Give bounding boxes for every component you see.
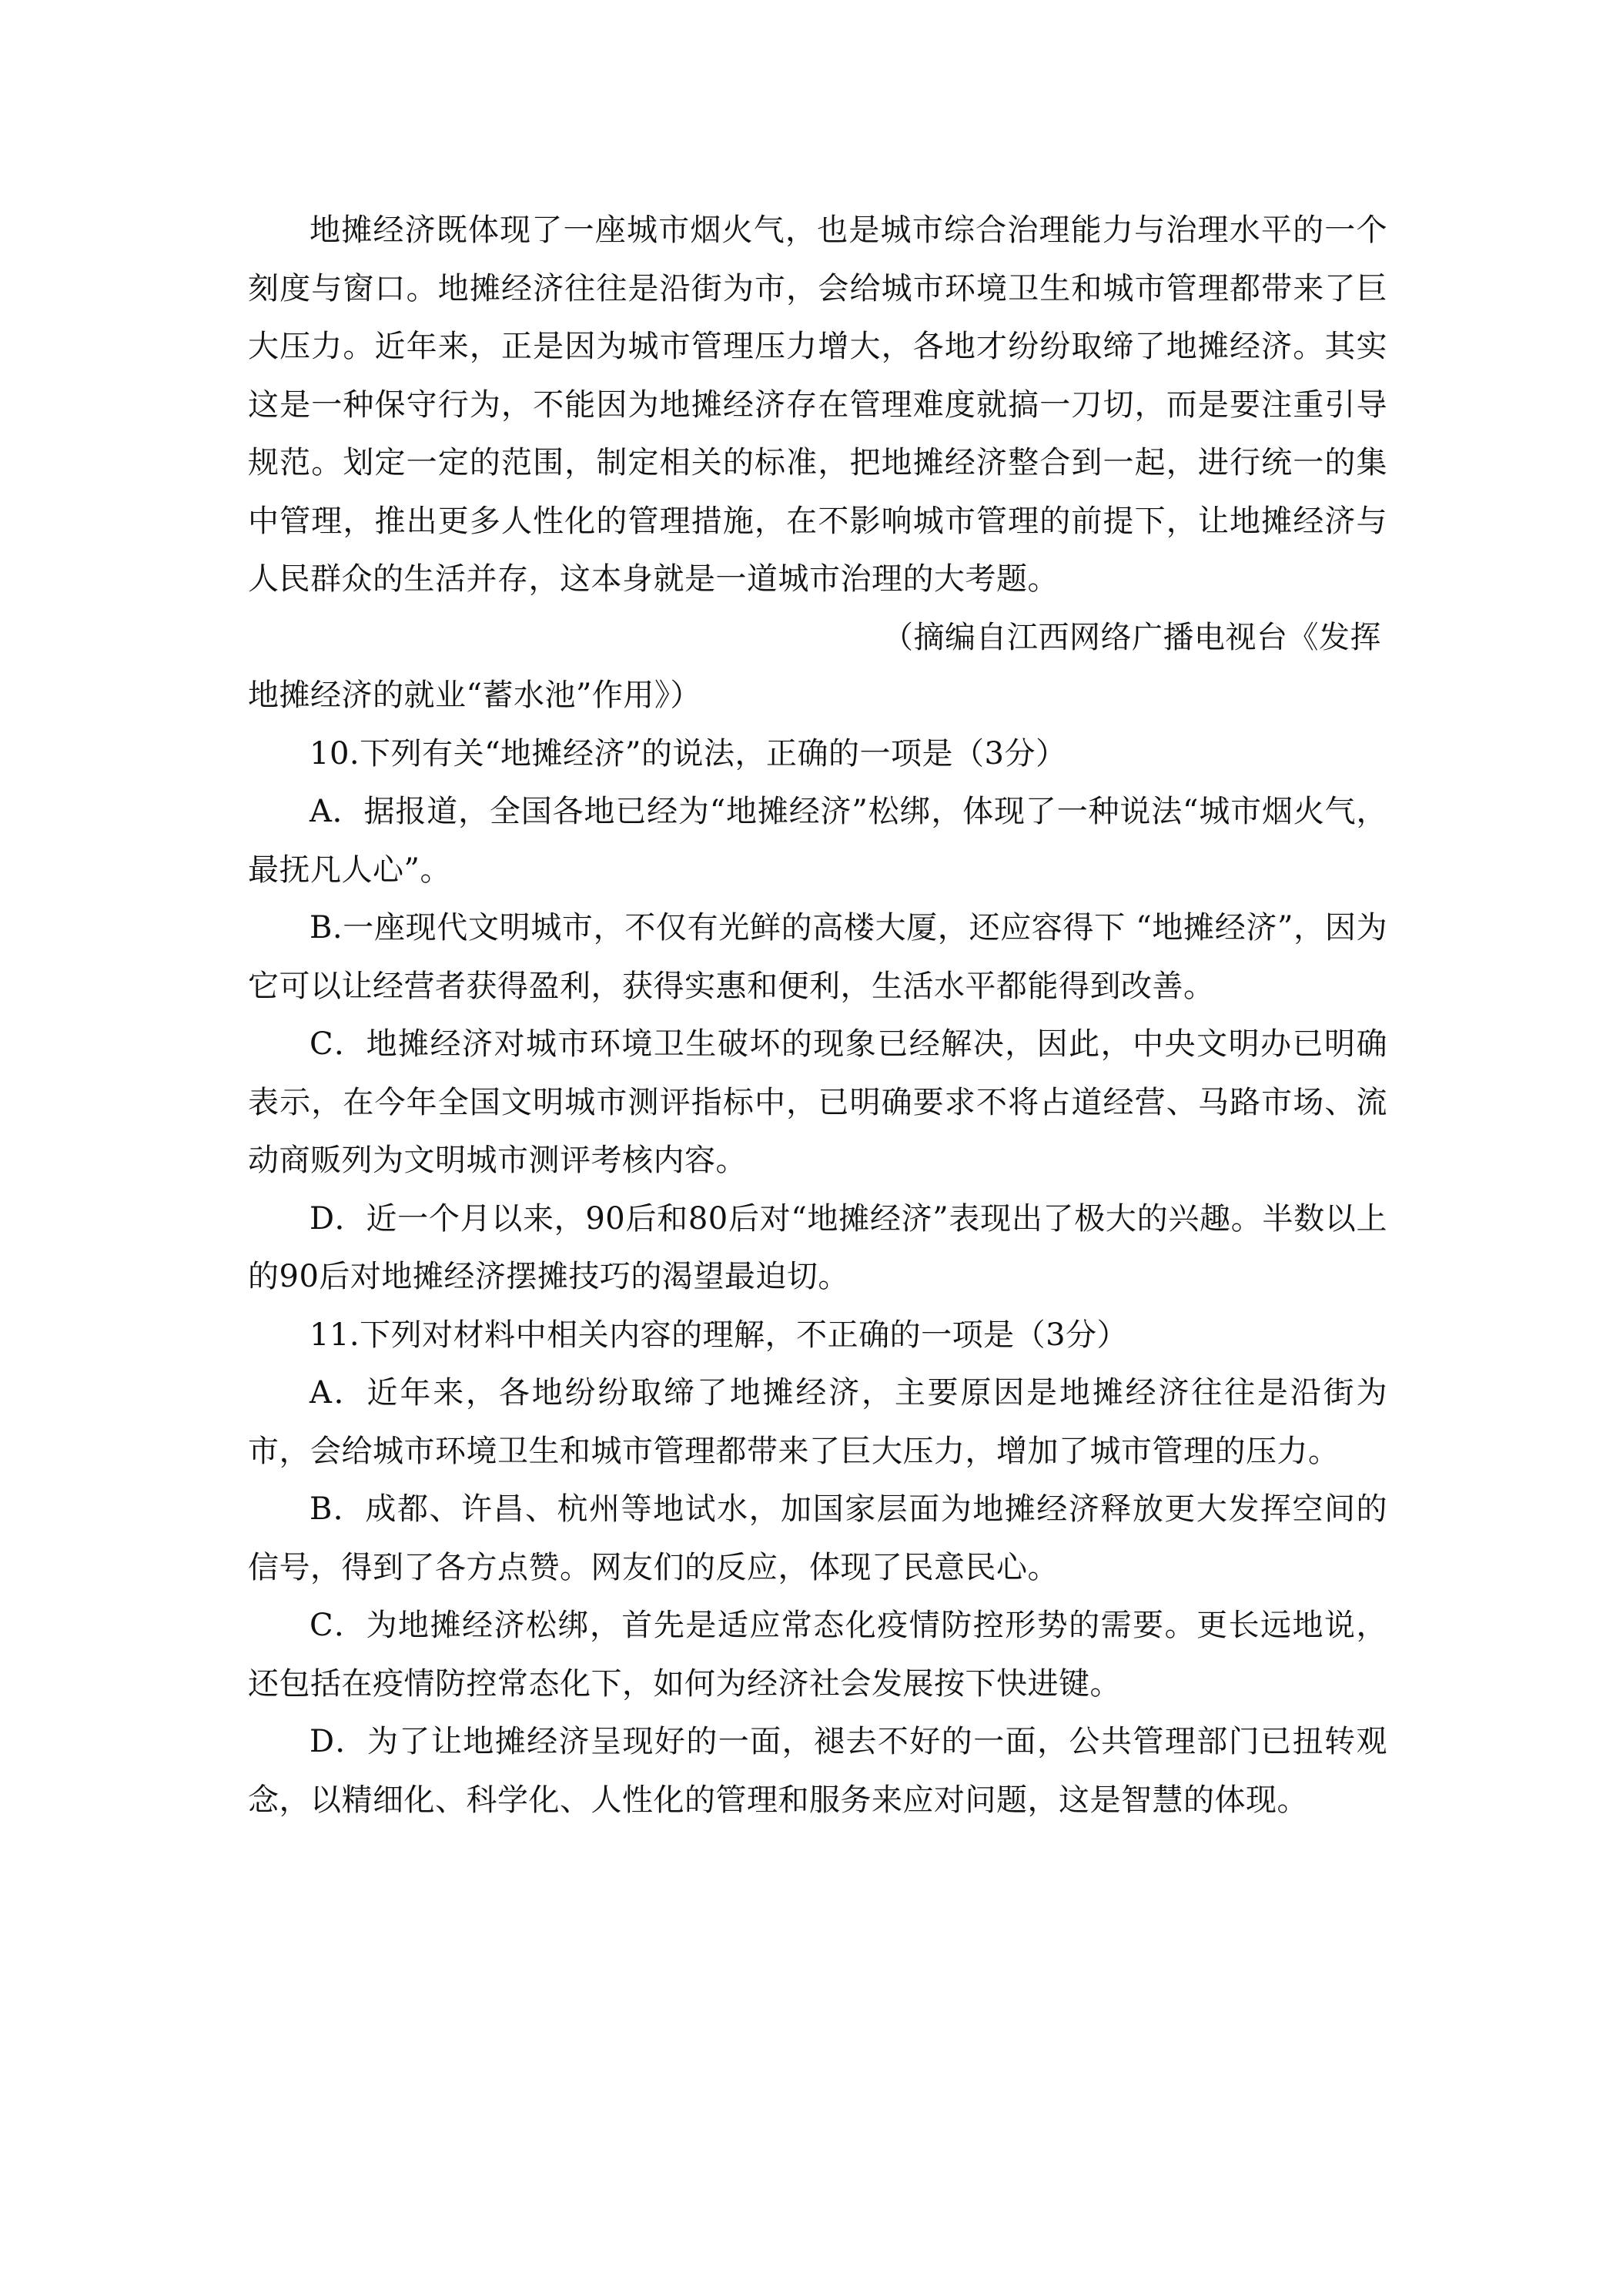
question-option-d: D．近一个月以来，90后和80后对“地摊经济”表现出了极大的兴趣。半数以上的90后对地摊经济摆摊技巧的渴望最迫切。 bbox=[248, 1200, 1387, 1294]
question-option-d: D．为了让地摊经济呈现好的一面，褪去不好的一面，公共管理部门已扭转观念，以精细化、科学化、人性化的管理和服务来应对问题，这是智慧的体现。 bbox=[248, 1724, 1387, 1818]
question-option-a: A．近年来，各地纷纷取缔了地摊经济，主要原因是地摊经济往往是沿街为市，会给城市环境卫生和城市管理都带来了巨大压力，增加了城市管理的压力。 bbox=[248, 1375, 1387, 1469]
document-page bbox=[248, 202, 1387, 1829]
question-option-b: B.一座现代文明城市，不仅有光鲜的高楼大厦，还应容得下 “地摊经济”，因为它可以让经营者获得盈利，获得实惠和便利，生活水平都能得到改善。 bbox=[248, 910, 1387, 1004]
source-citation-line2: 地摊经济的就业“蓄水池”作用》） bbox=[248, 678, 701, 713]
question-option-b: B．成都、许昌、杭州等地试水，加国家层面为地摊经济释放更大发挥空间的信号，得到了各方点赞。网友们的反应，体现了民意民心。 bbox=[248, 1491, 1387, 1585]
question-option-c: C．地摊经济对城市环境卫生破坏的现象已经解决，因此，中央文明办已明确表示，在今年全国文明城市测评指标中，已明确要求不将占道经营、马路市场、流动商贩列为文明城市测评考核内容。 bbox=[248, 1026, 1387, 1178]
question-option-a: A．据报道，全国各地已经为“地摊经济”松绑，体现了一种说法“城市烟火气，最抚凡人心”。 bbox=[248, 794, 1387, 888]
question-stem: 11.下列对材料中相关内容的理解，不正确的一项是（3分） bbox=[310, 1317, 1129, 1353]
question-option-c: C．为地摊经济松绑，首先是适应常态化疫情防控形势的需要。更长远地说，还包括在疫情防控常态化下，如何为经济社会发展按下快进键。 bbox=[248, 1608, 1387, 1702]
question-11 bbox=[248, 1307, 1387, 1830]
question-stem: 10.下列有关“地摊经济”的说法，正确的一项是（3分） bbox=[310, 735, 1067, 771]
source-citation-line1: （摘编自江西网络广播电视台《发挥 bbox=[882, 619, 1381, 655]
question-10 bbox=[248, 725, 1387, 1307]
passage-paragraph: 地摊经济既体现了一座城市烟火气，也是城市综合治理能力与治理水平的一个刻度与窗口。地摊经济往往是沿街为市，会给城市环境卫生和城市管理都带来了巨大压力。近年来，正是因为城市管理压力增大，各地才纷纷取缔了地摊经济。其实这是一种保守行为，不能因为地摊经济存在管理难度就搞一刀切，而是要注重引导规范。划定一定的范围，制定相关的标准，把地摊经济整合到一起，进行统一的集中管理，推出更多人性化的管理措施，在不影响城市管理的前提下，让地摊经济与人民群众的生活并存，这本身就是一道城市治理的大考题。 bbox=[248, 213, 1387, 597]
